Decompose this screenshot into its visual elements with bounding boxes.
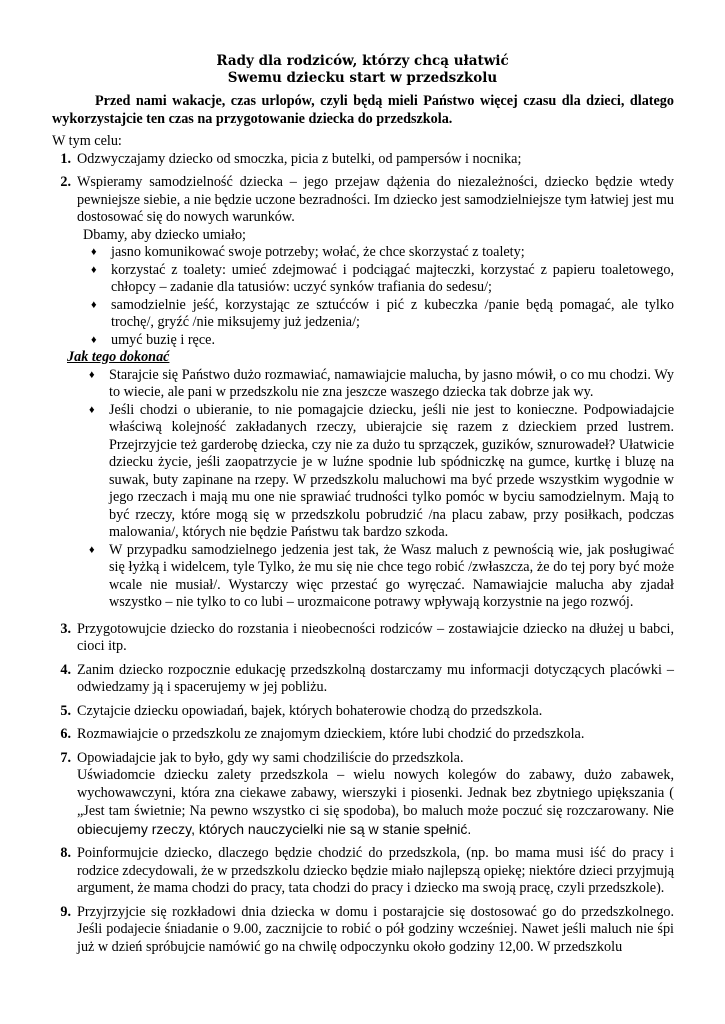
bullet-text: umyć buzię i ręce. [111,331,215,348]
bullet-text: Starajcie się Państwo dużo rozmawiać, namawiajcie malucha, by jasno mówił, o co mu chodzi. Wy to wiecie, ale pani w przedszkolu nie zna jeszcze waszego dziecka tak dobrze jak wy. [109,366,674,400]
list-item-8 [52,845,674,898]
list-item-4 [52,662,674,697]
item-text: Zanim dziecko rozpocznie edukację przedszkolną dostarczamy mu informacji dotyczących placówki – odwiedzamy ją i spacerujemy w jej pobliżu. [77,661,674,695]
list-item [83,297,674,332]
item-text: Czytajcie dziecku opowiadań, bajek, których bohaterowie chodzą do przedszkola. [77,702,543,719]
title-line-2: Swemu dziecku start w przedszkolu [227,70,498,86]
diamond-bullet-icon: ♦ [91,298,97,311]
item-text: Opowiadajcie jak to było, gdy wy sami chodziliście do przedszkola. [77,749,464,766]
how-bullet-list [77,367,674,612]
list-item [83,367,674,402]
item-number: 6. [60,726,71,742]
item-text: Przygotowujcie dziecko do rozstania i nieobecności rodziców – zostawiajcie dziecko na dłużej u babci, cioci itp. [77,620,674,654]
item-number: 5. [60,702,71,719]
item-text: Przyjrzyjcie się rozkładowi dnia dziecka w domu i postarajcie się dostosować go do przedszkolnego. Jeśli podajecie śniadanie o 9.00, zacznijcie to robić o pół godziny wcześniej. Nawet jeśli maluch nie śpi już w dzień spróbujcie namówić go na chwilę odpoczynku około godziny 12,00. W przedszkolu [77,903,674,955]
bullet-text: korzystać z toalety: umieć zdejmować i podciągać majteczki, korzystać z papieru toaletowego, chłopcy – zadanie dla tatusiów: uczyć synków trafiania do sedesu/; [111,261,674,295]
item-text: Odzwyczajamy dziecko od smoczka, picia z butelki, od pampersów i nocnika; [77,150,522,167]
item-number: 9. [60,903,71,920]
list-item-3 [52,621,674,656]
diamond-bullet-icon: ♦ [89,368,95,381]
item7-paragraph: Uświadomcie dziecku zalety przedszkola – wielu nowych kolegów do zabawy, dużo zabawek, wychowawczyni, która zna ciekawe zabawy, wierszyki i piosenki. Jednak bez zbytniego upiększania ( „Jest tam świetnie; Na pewno wszystko ci się spodoba), bo maluch może poczuć się rozczarowany. Nie obiecujemy rzeczy, których nauczycielki nie są w stanie spełnić. [77,767,675,837]
list-item-5 [52,703,674,721]
item-text: Rozmawiajcie o przedszkolu ze znajomym dzieckiem, które lubi chodzić do przedszkola. [77,726,585,742]
item-text: Poinformujcie dziecko, dlaczego będzie chodzić do przedszkola, (np. bo mama musi iść do pracy i rodzice zdecydowali, że w przedszkolu dziecko będzie miało najlepszą opiekę; niektóre dzieci przyjmują argument, że mama chodzi do pracy, tata chodzi do pracy i dziecko ma swoją pracę, czyli przedszkole). [77,845,674,896]
list-item [83,244,674,262]
diamond-bullet-icon: ♦ [91,333,97,346]
diamond-bullet-icon: ♦ [89,403,95,416]
title-line-1: Rady dla rodziców, którzy chcą ułatwić [216,53,509,69]
skills-bullet-list [77,244,674,349]
item-number: 1. [60,150,71,167]
list-item-6 [52,726,674,744]
bullet-text: W przypadku samodzielnego jedzenia jest tak, że Wasz maluch z pewnością wie, jak posługiwać się łyżką i widelcem, tyle Tylko, że mu się nie chce tego robić /zwłaszcza, że do tej pory być może wcale nie musiał/. Wystarczy więc przestać go wyręczać. Namawiajcie malucha aby zjadał wszystko – nie tylko to co lubi – urozmaicone potrawy wpływają korzystnie na jego rozwój. [109,541,674,610]
diamond-bullet-icon: ♦ [91,263,97,276]
bullet-text: samodzielnie jeść, korzystając ze sztućców i pić z kubeczka /panie będą pomagać, ale tylko trochę/, gryźć /nie miksujemy już jedzenia/; [111,296,674,330]
item-number: 7. [60,749,71,766]
list-item-2 [52,174,674,349]
lead-text: W tym celu: [52,133,122,149]
list-item-1 [52,151,674,169]
how-heading: Jak tego dokonać [67,349,170,365]
list-item [83,542,674,612]
item-number: 8. [60,845,71,861]
item2-subheading: Dbamy, aby dziecko umiało; [83,226,246,243]
bullet-text: Jeśli chodzi o ubieranie, to nie pomagajcie dziecku, jeśli nie jest to konieczne. Podpowiadajcie właściwą kolejność zakładanych rzeczy, ubierajcie się razem z dzieckiem przed lustrem. Przejrzyjcie też garderobę dziecka, czy nie za dużo tu sprzączek, guzików, sznurowadeł? Ułatwicie dziecku życie, jeśli zaopatrzycie je w luźne spodnie lub spódniczkę na gumce, kurtkę i bluzę na suwak, buty zapinane na rzepy. W przedszkolu maluchowi ma być przede wszystkim wygodnie w jego rzeczach i mają mu one nie sprawiać trudności tylko pomóc w byciu samodzielnym. Mają to być rzeczy, które mogą się w przedszkolu pobrudzić /na placu zabaw, przy posiłkach, podczas malowania/, których nie będzie Państwu tak bardzo szkoda. [109,401,674,540]
item7-note: Nie obiecujemy rzeczy, których nauczycielki nie są w stanie spełnić. [77,802,675,837]
list-item [83,262,674,297]
list-item [83,332,674,350]
item-number: 2. [60,174,71,190]
item-number: 3. [60,620,71,637]
document-body [52,133,674,956]
item-number: 4. [60,661,71,678]
diamond-bullet-icon: ♦ [89,543,95,556]
intro-paragraph: Przed nami wakacje, czas urlopów, czyli będą mieli Państwo więcej czasu dla dzieci, dlatego wykorzystajcie ten czas na przygotowanie dziecka do przedszkola. [52,93,674,127]
diamond-bullet-icon: ♦ [91,246,97,258]
list-item [83,402,674,542]
list-item-7 [52,750,674,840]
list-item-9 [52,904,674,957]
item-text: Wspieramy samodzielność dziecka – jego przejaw dążenia do niezależności, dziecko będzie wtedy pewniejsze siebie, a nie będzie uczone bezradności. Im dziecko jest samodzielniejsze tym łatwiej jest mu dostosować się do nowych warunków. [77,174,674,225]
bullet-text: jasno komunikować swoje potrzeby; wołać, że chce skorzystać z toalety; [111,244,525,260]
